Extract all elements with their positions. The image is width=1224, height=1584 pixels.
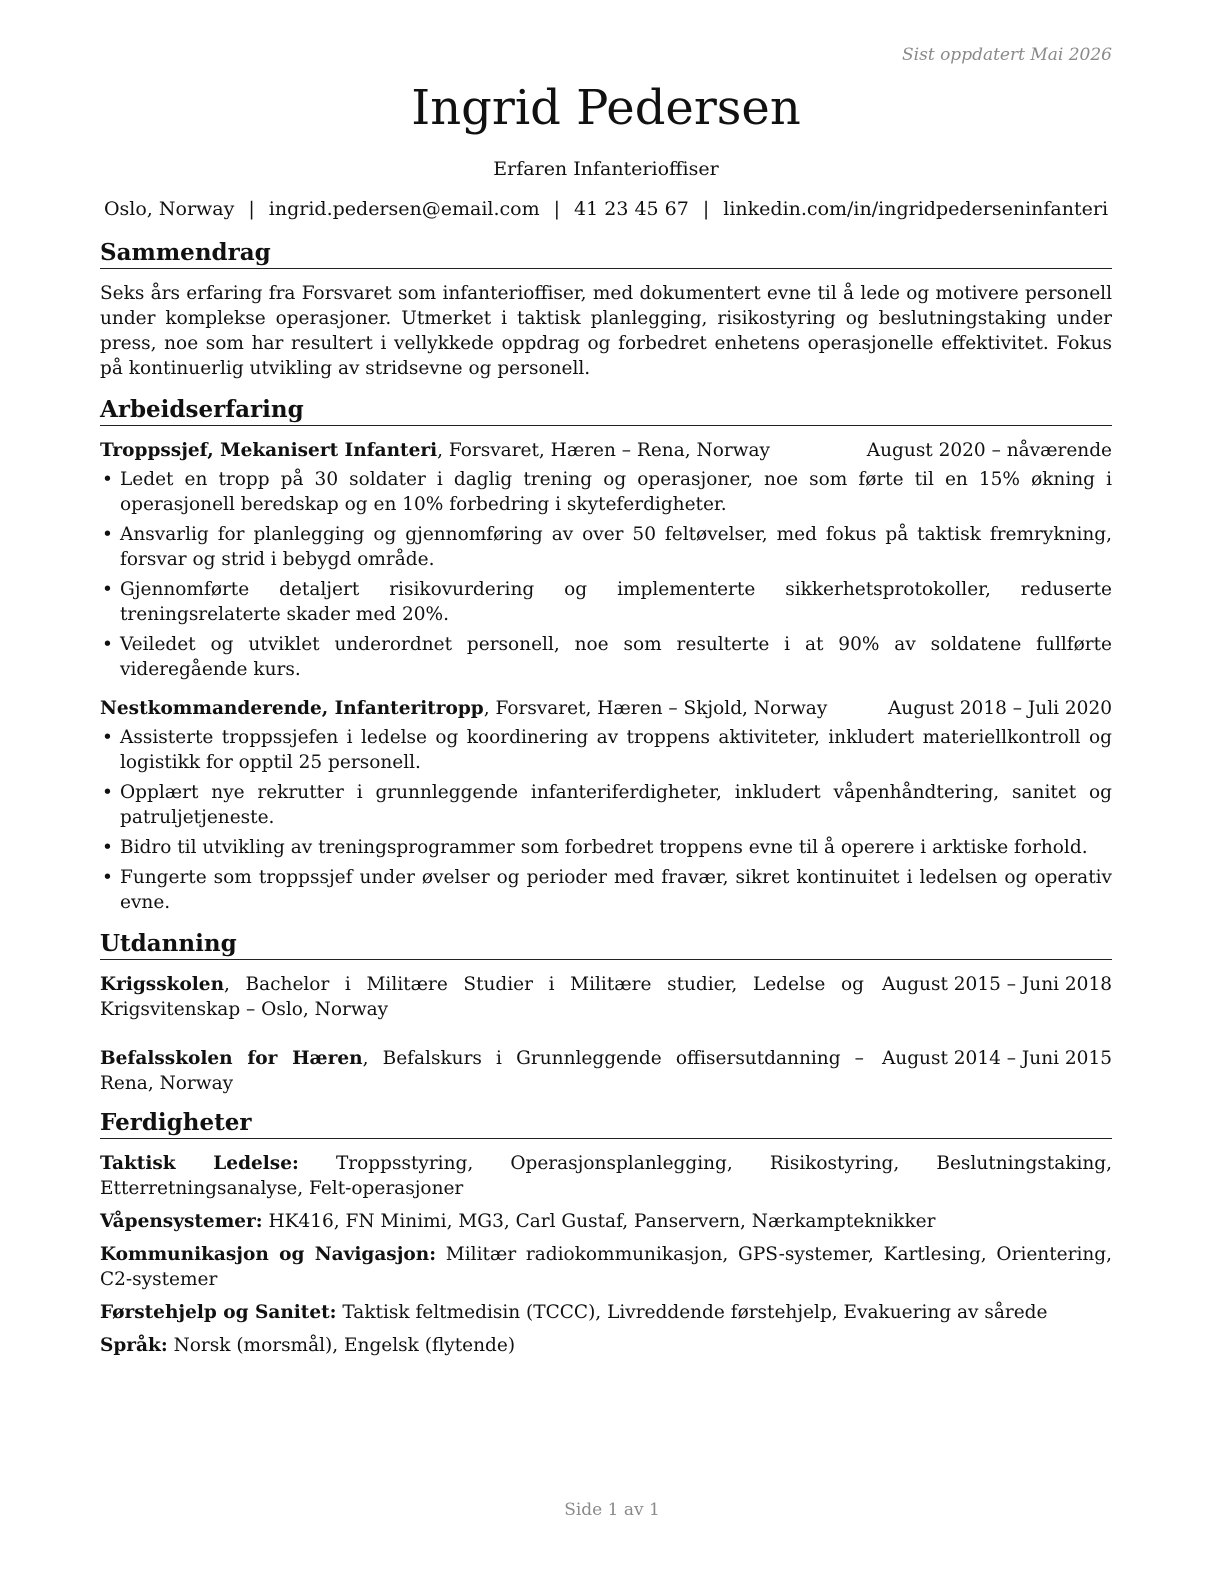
section-heading-experience: Arbeidserfaring — [100, 395, 1112, 426]
contact-phone: 41 23 45 67 — [574, 198, 689, 220]
education-entry — [100, 1046, 1112, 1096]
job-dates: August 2020 – nåværende — [866, 440, 1112, 461]
contact-email[interactable]: ingrid.pedersen@email.com — [268, 198, 540, 220]
skills-list — [100, 1151, 1112, 1358]
skill-label: Førstehjelp og Sanitet: — [100, 1302, 337, 1323]
education-program: , Befalskurs i Grunnleggende offisersutdanning – Rena, Norway — [100, 1048, 864, 1094]
job-bullets — [100, 725, 1112, 915]
skill-label: Kommunikasjon og Navigasjon: — [100, 1244, 437, 1265]
education-school: Befalsskolen for Hæren — [100, 1048, 363, 1069]
skill-line — [100, 1151, 1112, 1201]
last-updated: Sist oppdatert Mai 2026 — [902, 45, 1112, 65]
education-dates: August 2014 – Juni 2015 — [881, 1048, 1112, 1069]
bullet-item: • Fungerte som troppssjef under øvelser og perioder med fravær, sikret kontinuitet i ledelsen og operativ evne. — [100, 865, 1112, 915]
bullet-item: • Opplært nye rekrutter i grunnleggende infanteriferdigheter, inkludert våpenhåndtering, sanitet og patruljetjeneste. — [100, 780, 1112, 830]
bullet-item: • Ansvarlig for planlegging og gjennomføring av over 50 feltøvelser, med fokus på taktisk fremrykning, forsvar og strid i bebygd område. — [100, 522, 1112, 572]
skill-line — [100, 1209, 1112, 1234]
contact-location: Oslo, Norway — [103, 198, 235, 220]
candidate-title: Erfaren Infanterioffiser — [493, 158, 719, 180]
job-bullets — [100, 467, 1112, 682]
job-role: Nestkommanderende, Infanteritropp — [100, 698, 484, 719]
job-role-org — [100, 438, 867, 463]
skill-value: Troppsstyring, Operasjonsplanlegging, Risikostyring, Beslutningstaking, Etterretningsanalyse, Felt-operasjoner — [100, 1153, 1113, 1199]
job-entry — [100, 438, 1112, 682]
skill-line — [100, 1300, 1112, 1325]
contact-line — [100, 196, 1112, 222]
skill-line — [100, 1242, 1112, 1292]
job-organization: , Forsvaret, Hæren – Rena, Norway — [437, 440, 770, 461]
section-heading-summary: Sammendrag — [100, 238, 1112, 269]
job-header — [100, 438, 1112, 463]
job-header — [100, 696, 1112, 721]
job-role-org — [100, 696, 888, 721]
contact-separator: | — [248, 198, 255, 220]
contact-separator: | — [702, 198, 710, 220]
candidate-name: Ingrid Pedersen — [411, 80, 801, 136]
bullet-item: • Assisterte troppssjefen i ledelse og koordinering av troppens aktiviteter, inkludert materiellkontroll og logistikk for opptil 25 personell. — [100, 725, 1112, 775]
education-detail — [100, 972, 882, 1022]
job-organization: , Forsvaret, Hæren – Skjold, Norway — [483, 698, 828, 719]
skill-label: Taktisk Ledelse: — [100, 1153, 299, 1174]
summary-text: Seks års erfaring fra Forsvaret som infanterioffiser, med dokumentert evne til å lede og motivere personell under komplekse operasjoner. Utmerket i taktisk planlegging, risikostyring og beslutningstaking under press, noe som har resultert i vellykkede oppdrag og forbedret enhetens operasjonelle effektivitet. Fokus på kontinuerlig utvikling av stridsevne og personell. — [100, 283, 1112, 379]
resume-page — [100, 40, 1112, 1358]
skill-value: Militær radiokommunikasjon, GPS-systemer, Kartlesing, Orientering, C2-systemer — [100, 1244, 1113, 1290]
contact-separator: | — [553, 198, 561, 220]
job-dates: August 2018 – Juli 2020 — [887, 698, 1112, 719]
skill-label: Språk: — [100, 1335, 168, 1356]
education-school: Krigsskolen — [100, 974, 225, 995]
contact-linkedin[interactable]: linkedin.com/in/ingridpederseninfanteri — [723, 198, 1109, 220]
skill-value: HK416, FN Minimi, MG3, Carl Gustaf, Panservern, Nærkampteknikker — [262, 1211, 936, 1232]
skill-label: Våpensystemer: — [100, 1211, 263, 1232]
job-entry — [100, 696, 1112, 915]
education-dates: August 2015 – Juni 2018 — [881, 974, 1112, 995]
skill-value: Norsk (morsmål), Engelsk (flytende) — [167, 1335, 516, 1356]
education-detail — [100, 1046, 882, 1096]
section-heading-education: Utdanning — [100, 929, 1112, 960]
bullet-item: • Veiledet og utviklet underordnet personell, noe som resulterte i at 90% av soldatene fullførte videregående kurs. — [100, 632, 1112, 682]
page-number: Side 1 av 1 — [564, 1500, 660, 1520]
education-program: , Bachelor i Militære Studier i Militære studier, Ledelse og Krigsvitenskap – Oslo, Norway — [100, 974, 864, 1020]
skill-line — [100, 1333, 1112, 1358]
bullet-item: • Gjennomførte detaljert risikovurdering og implementerte sikkerhetsprotokoller, reduserte treningsrelaterte skader med 20%. — [100, 577, 1112, 627]
education-entry — [100, 972, 1112, 1022]
bullet-item: • Bidro til utvikling av treningsprogrammer som forbedret troppens evne til å operere i arktiske forhold. — [100, 835, 1112, 860]
skill-value: Taktisk feltmedisin (TCCC), Livreddende førstehjelp, Evakuering av sårede — [336, 1302, 1048, 1323]
job-role: Troppssjef, Mekanisert Infanteri — [100, 440, 438, 461]
bullet-item: • Ledet en tropp på 30 soldater i daglig trening og operasjoner, noe som førte til en 15% økning i operasjonell beredskap og en 10% forbedring i skyteferdigheter. — [100, 467, 1112, 517]
section-heading-skills: Ferdigheter — [100, 1108, 1112, 1139]
